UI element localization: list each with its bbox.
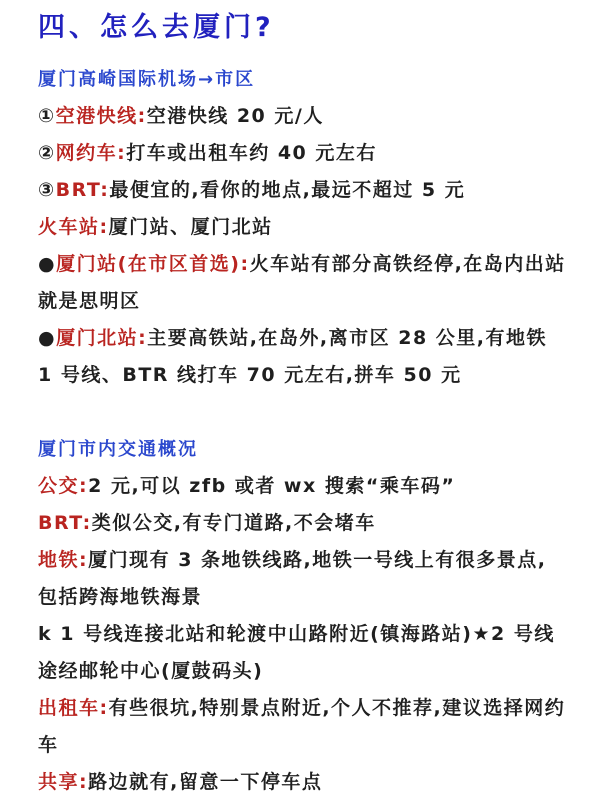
item-text: 2 元,可以 zfb 或者 wx 搜索“乘车码”: [88, 475, 456, 497]
item-text: 厦门站、厦门北站: [108, 216, 273, 238]
item-prefix: ①: [38, 105, 56, 127]
bullet-icon: ●: [38, 253, 57, 275]
list-item: [38, 246, 566, 320]
section-city-transport: [38, 431, 566, 801]
list-item: [38, 505, 566, 542]
list-item: [38, 135, 566, 172]
list-item: [38, 209, 566, 246]
item-label: 厦门北站:: [56, 327, 148, 349]
item-text: 厦门现有 3 条地铁线路,地铁一号线上有很多景点,包括跨海地铁海景: [38, 549, 547, 608]
section-heading: 厦门高崎国际机场→市区: [38, 69, 256, 90]
item-text: 空港快线 20 元/人: [146, 105, 324, 127]
item-label: BRT:: [38, 512, 92, 534]
item-label: 地铁:: [38, 549, 89, 571]
item-label: 火车站:: [38, 216, 109, 238]
item-text: 类似公交,有专门道路,不会堵车: [91, 512, 376, 534]
item-text: k 1 号线连接北站和轮渡中山路附近(镇海路站)★2 号线途经邮轮中心(厦鼓码头): [38, 623, 555, 682]
item-prefix: ③: [38, 179, 56, 201]
item-text: 打车或出租车约 40 元左右: [126, 142, 377, 164]
list-item: [38, 320, 566, 394]
section-heading: 厦门市内交通概况: [38, 439, 198, 460]
item-label: 厦门站(在市区首选):: [56, 253, 250, 275]
item-label: BRT:: [55, 179, 110, 201]
item-label: 网约车:: [55, 142, 127, 164]
item-text: 火车站有部分高铁经停,在岛内出站就是思明区: [38, 253, 566, 312]
list-item: [38, 542, 566, 616]
list-item: [38, 616, 566, 690]
item-label: 出租车:: [38, 697, 109, 719]
item-label: 空港快线:: [55, 105, 147, 127]
item-label: 公交:: [38, 475, 89, 497]
item-text: 路边就有,留意一下停车点: [88, 771, 323, 793]
list-item: [38, 98, 566, 135]
item-text: 主要高铁站,在岛外,离市区 28 公里,有地铁 1 号线、BTR 线打车 70 元左右,拼车 50 元: [38, 327, 548, 386]
page-title: 四、怎么去厦门?: [38, 12, 275, 43]
item-label: 共享:: [38, 771, 89, 793]
list-item: [38, 764, 566, 801]
item-text: 最便宜的,看你的地点,最远不超过 5 元: [109, 179, 466, 201]
list-item: [38, 468, 566, 505]
section-airport-to-city: [38, 61, 566, 394]
list-item: [38, 690, 566, 764]
bullet-icon: ●: [38, 327, 57, 349]
item-text: 有些很坑,特别景点附近,个人不推荐,建议选择网约车: [38, 697, 566, 756]
list-item: [38, 172, 566, 209]
item-prefix: ②: [38, 142, 56, 164]
